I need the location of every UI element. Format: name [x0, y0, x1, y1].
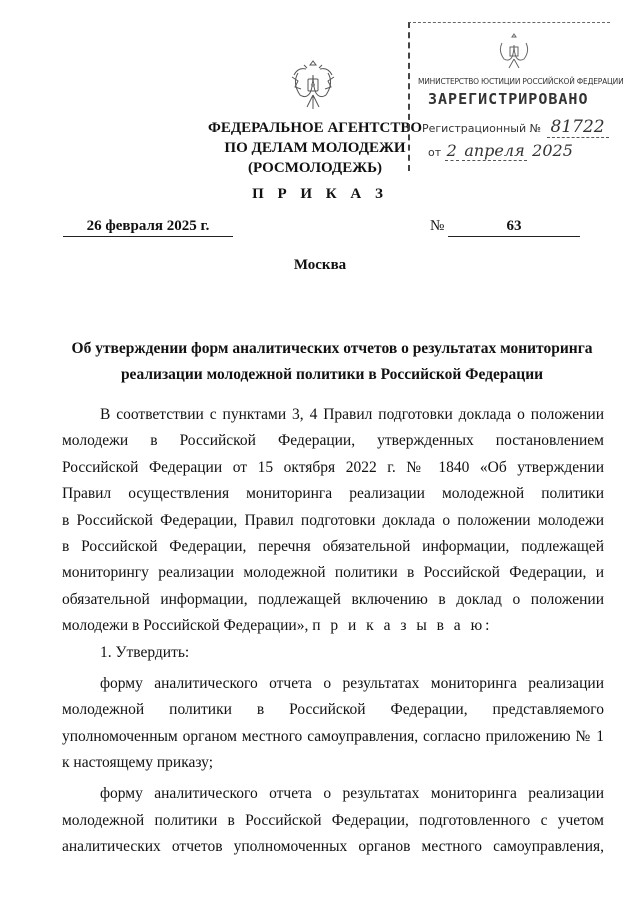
order-word: п р и к а з ы в а ю:	[312, 617, 493, 635]
stamp-regnum-value: 81722	[547, 117, 609, 138]
agency-header	[200, 118, 430, 178]
coat-of-arms-emblem-icon	[290, 55, 336, 113]
form1-line: молодежной политики в Российской Федерации, представляемого	[62, 701, 604, 719]
document-type-title: П Р И К А З	[252, 186, 388, 202]
stamp-registered-label: ЗАРЕГИСТРИРОВАНО	[428, 90, 589, 108]
body-line: Правил осуществления мониторинга реализации молодежной политики	[62, 485, 604, 503]
form2-line: аналитических отчетов уполномоченных органов местного самоуправления,	[62, 838, 604, 856]
document-body	[62, 402, 604, 861]
document-date: 26 февраля 2025 г.	[63, 218, 233, 237]
body-line: В соответствии с пунктами 3, 4 Правил подготовки доклада о положении	[100, 406, 604, 423]
body-line: в Российской Федерации, Правил подготовки доклада о положении молодежи	[62, 511, 604, 529]
stamp-registration-number	[422, 117, 618, 137]
form1-line: уполномоченным органом местного самоуправления, согласно приложению № 1	[62, 727, 604, 745]
agency-name-line1: ФЕДЕРАЛЬНОЕ АГЕНТСТВО	[207, 120, 423, 136]
body-line: Российской Федерации от 15 октября 2022 г. № 1840 «Об утверждении	[62, 458, 604, 476]
stamp-date-month: апреля	[464, 141, 525, 160]
stamp-date-day: 2	[446, 141, 457, 160]
form2-line: молодежной политики в Российской Федерации, подготовленного с учетом	[62, 811, 604, 829]
item-1-heading: 1. Утвердить:	[100, 643, 190, 661]
stamp-emblem-icon	[496, 31, 532, 71]
agency-short-name: (РОСМОЛОДЕЖЬ)	[248, 160, 382, 176]
stamp-regnum-label: Регистрационный №	[422, 122, 542, 135]
body-line: мониторингу реализации молодежной политики в Российской Федерации, и	[62, 564, 604, 582]
registration-stamp	[408, 22, 624, 171]
document-subject	[62, 336, 602, 388]
form2-line: форму аналитического отчета о результатах мониторинга реализации	[100, 785, 604, 803]
stamp-date-year: 2025	[532, 141, 573, 160]
form1-line: к настоящему приказу;	[62, 754, 214, 772]
form1-line: форму аналитического отчета о результатах мониторинга реализации	[100, 674, 604, 692]
document-city: Москва	[293, 257, 347, 273]
body-line: обязательной информации, подлежащей включению в доклад о положении	[62, 590, 604, 608]
subject-line2: реализации молодежной политики в Российской Федерации	[120, 366, 544, 383]
stamp-date	[428, 141, 618, 160]
document-number-sign: №	[430, 218, 445, 234]
body-line-start: молодежи в Российской Федерации»,	[62, 617, 309, 635]
body-line: в Российской Федерации, перечня обязательной информации, подлежащей	[62, 537, 604, 555]
agency-name-line2: ПО ДЕЛАМ МОЛОДЕЖИ	[224, 140, 406, 156]
body-line: молодежи в Российской Федерации, утвержденных постановлением	[62, 432, 604, 450]
stamp-ministry-name: МИНИСТЕРСТВО ЮСТИЦИИ РОССИЙСКОЙ ФЕДЕРАЦИИ	[418, 77, 624, 86]
body-line-order	[62, 613, 604, 639]
stamp-date-prefix: от	[428, 146, 442, 159]
subject-line1: Об утверждении форм аналитических отчетов о результатах мониторинга	[71, 340, 593, 357]
document-number: 63	[448, 218, 580, 237]
